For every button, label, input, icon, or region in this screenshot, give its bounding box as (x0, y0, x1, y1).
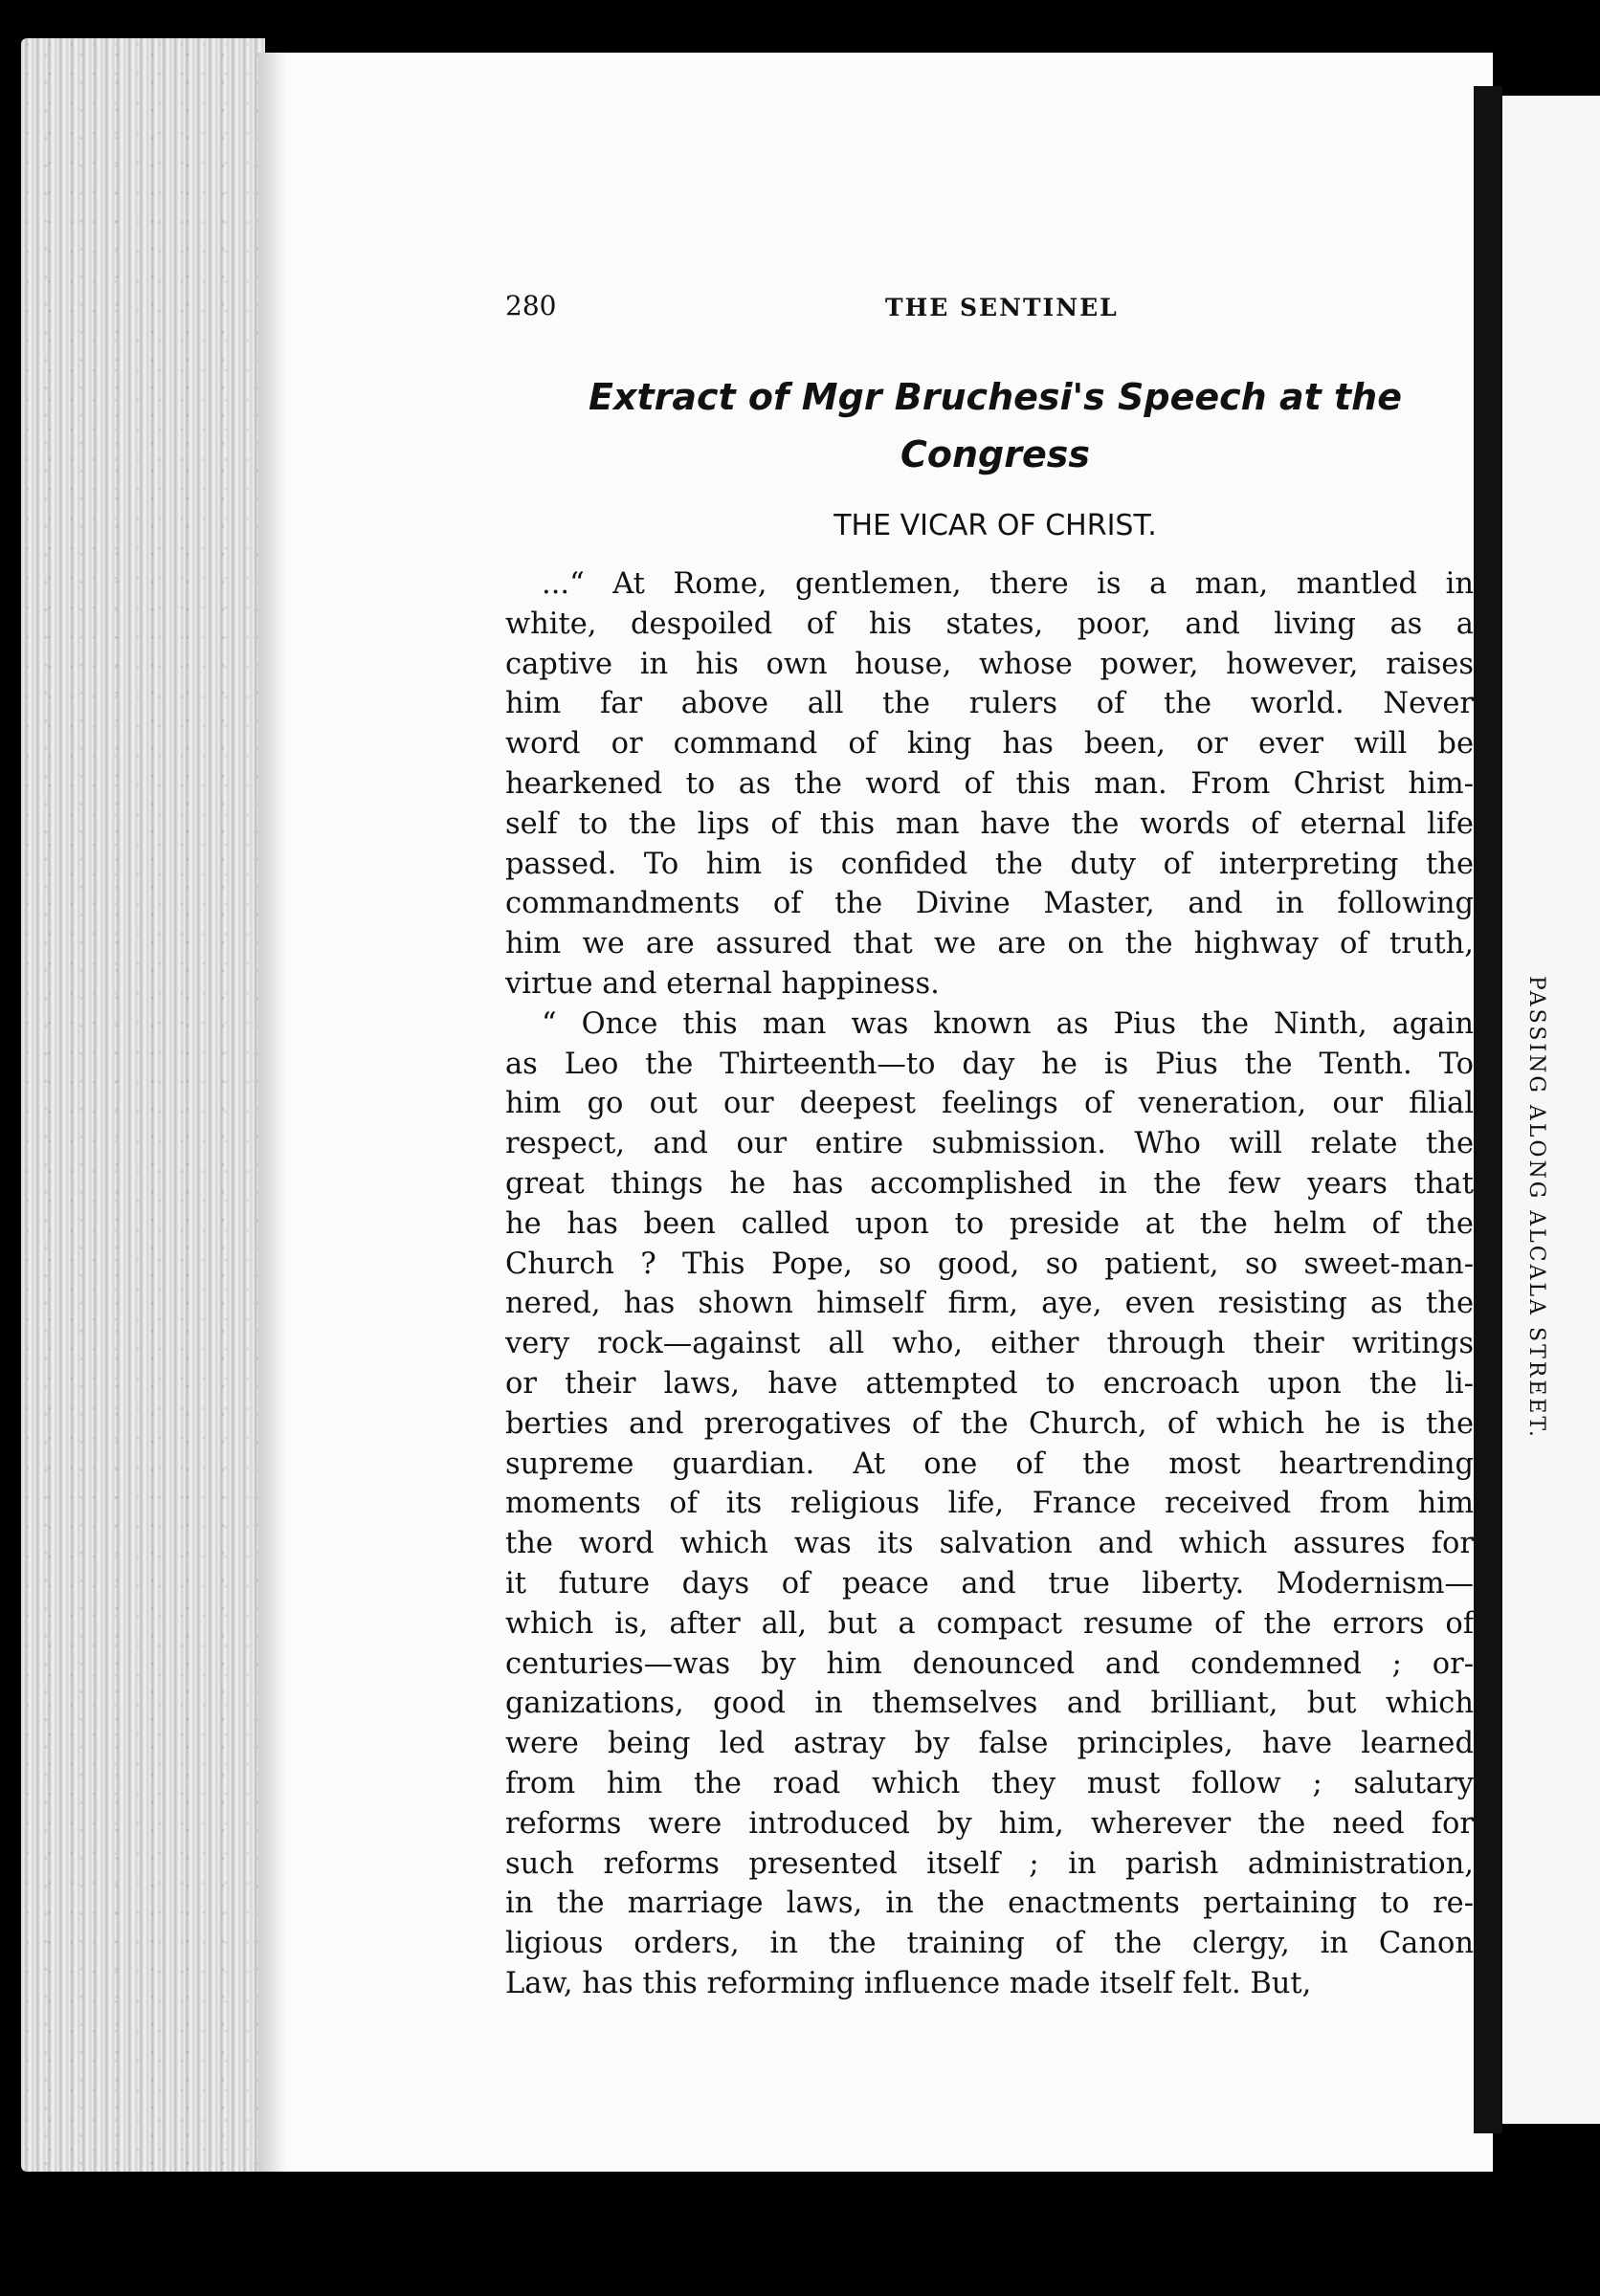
text-line: “ Once this man was known as Pius the Ninth, again (542, 1006, 1474, 1041)
text-line: him far above all the rulers of the world. Never (505, 687, 1474, 721)
text-line: reforms were introduced by him, wherever the need for (505, 1806, 1474, 1841)
page-number: 280 (505, 290, 557, 321)
article-body (505, 564, 1474, 2004)
text-line: captive in his own house, whose power, however, raises (505, 647, 1474, 681)
page-edges (21, 38, 265, 2172)
text-line: moments of its religious life, France received from him (505, 1487, 1474, 1521)
text-line: white, despoiled of his states, poor, and living as a (505, 607, 1474, 641)
text-line: ganizations, good in themselves and brilliant, but which (505, 1687, 1474, 1721)
text-line: very rock—against all who, either through their writings (505, 1327, 1474, 1361)
text-line: him go out our deepest feelings of veneration, our filial (505, 1087, 1474, 1121)
text-line: berties and prerogatives of the Church, of which he is the (505, 1406, 1474, 1441)
text-line: from him the road which they must follow ; salutary (505, 1766, 1474, 1800)
text-line: centuries—was by him denounced and condemned ; or- (505, 1646, 1474, 1681)
running-head: THE SENTINEL (885, 294, 1119, 321)
text-line: ligious orders, in the training of the clergy, in Canon (505, 1927, 1474, 1961)
text-line: nered, has shown himself firm, aye, even resisting as the (505, 1287, 1474, 1321)
text-line: he has been called upon to preside at the helm of the (505, 1206, 1474, 1241)
text-line: or their laws, have attempted to encroach upon the li- (505, 1366, 1474, 1401)
paragraph-1 (505, 564, 1474, 1004)
facing-page (1502, 96, 1600, 2124)
text-line: commandments of the Divine Master, and in following (505, 887, 1474, 921)
section-heading: THE VICAR OF CHRIST. (833, 509, 1157, 542)
text-line: such reforms presented itself ; in parish administration, (505, 1846, 1474, 1881)
text-line: great things he has accomplished in the few years that (505, 1166, 1474, 1201)
text-line: in the marriage laws, in the enactments pertaining to re- (505, 1887, 1474, 1921)
text-line: as Leo the Thirteenth—to day he is Pius the Tenth. To (505, 1047, 1474, 1081)
article-title: Extract of Mgr Bruchesi's Speech at the Congress (589, 376, 1402, 475)
text-line: Church ? This Pope, so good, so patient, so sweet-man- (505, 1247, 1474, 1281)
text-line: respect, and our entire submission. Who will relate the (505, 1127, 1474, 1161)
text-line: supreme guardian. At one of the most heartrending (505, 1446, 1474, 1481)
text-line: him we are assured that we are on the highway of truth, (505, 927, 1474, 961)
text-line: self to the lips of this man have the words of eternal life (505, 806, 1474, 841)
paragraph-2 (505, 1004, 1474, 2004)
text-line: virtue and eternal happiness. (505, 966, 940, 1001)
page-gutter (1474, 86, 1502, 2133)
text-line: hearkened to as the word of this man. From Christ him- (505, 766, 1474, 801)
text-line: it future days of peace and true liberty. Modernism— (505, 1566, 1474, 1601)
text-line: were being led astray by false principles, have learned (505, 1727, 1474, 1761)
text-line: passed. To him is confided the duty of interpreting the (505, 847, 1474, 881)
facing-page-heading: PASSING ALONG ALCALA STREET. (1524, 976, 1548, 1440)
text-line: word or command of king has been, or ever will be (505, 727, 1474, 762)
text-line: the word which was its salvation and which assures for (505, 1527, 1474, 1561)
text-line: ...“ At Rome, gentlemen, there is a man, mantled in (542, 567, 1474, 601)
text-line: which is, after all, but a compact resume of the errors of (505, 1606, 1474, 1641)
text-line: Law, has this reforming influence made itself felt. But, (505, 1966, 1312, 2000)
spine-shadow (258, 53, 287, 2172)
